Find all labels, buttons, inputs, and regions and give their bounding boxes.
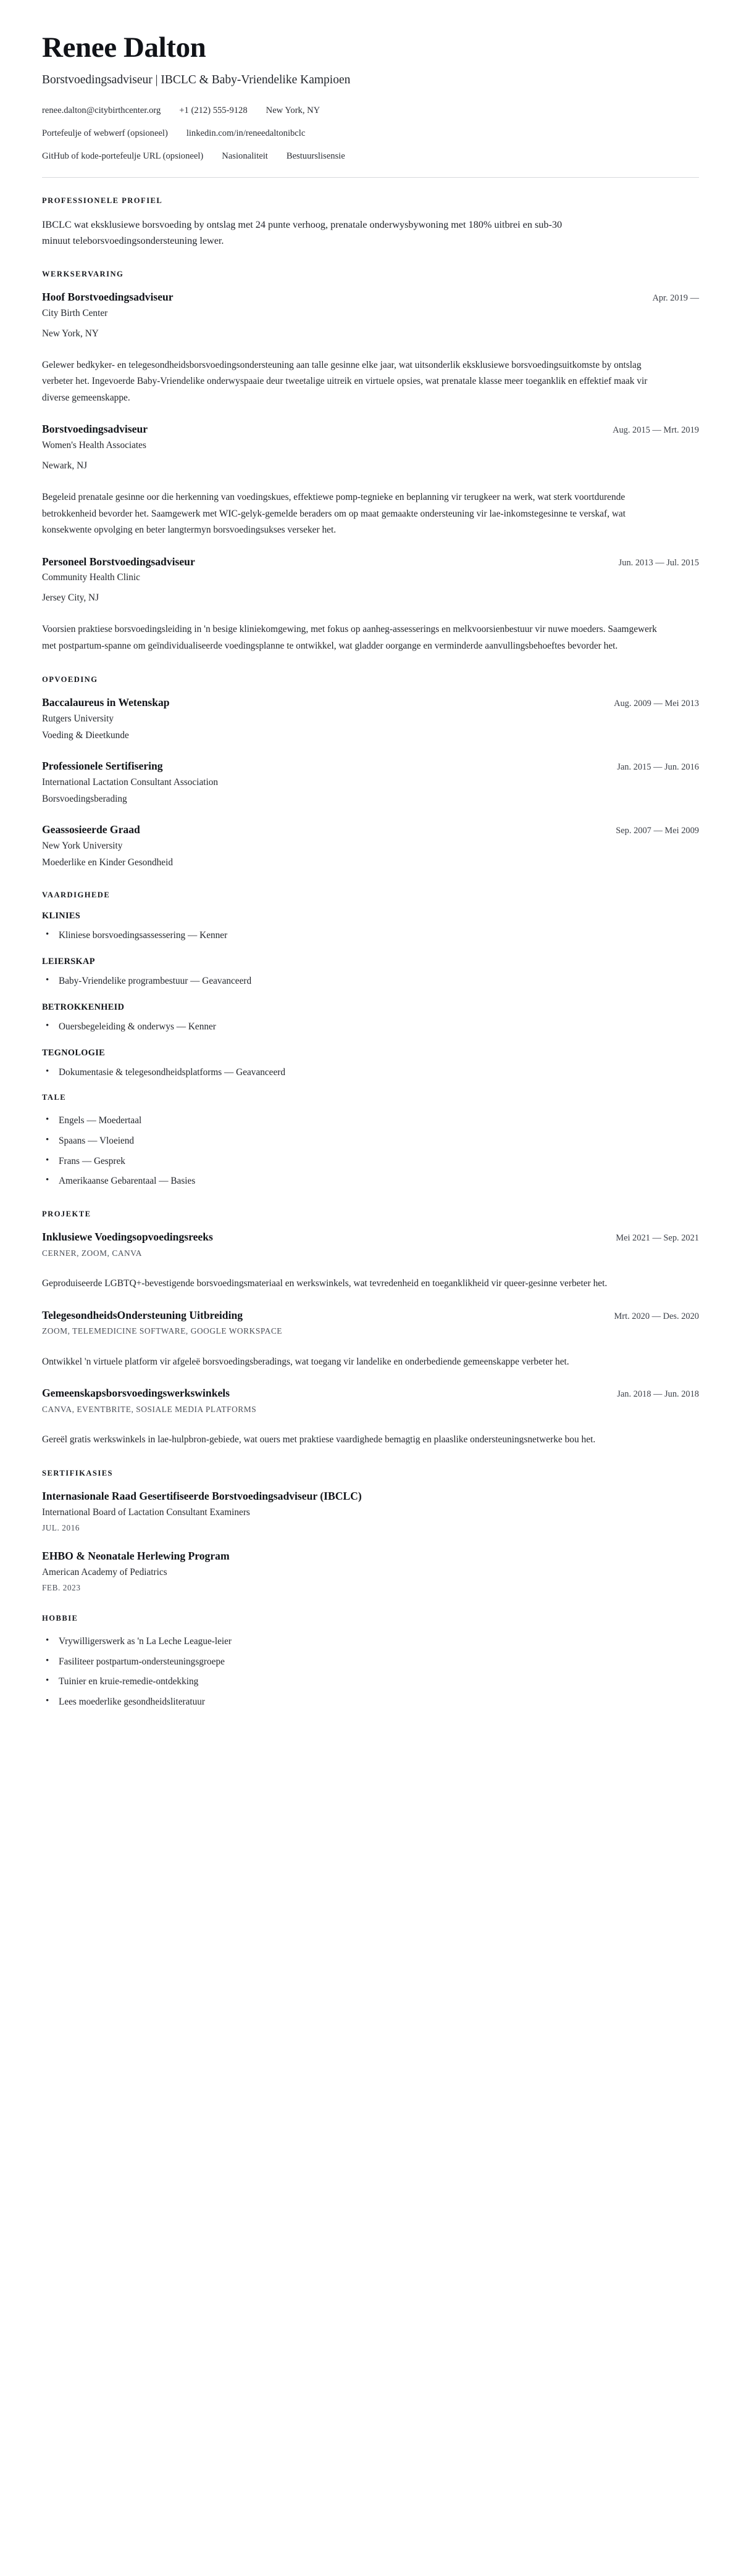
certification-name: EHBO & Neonatale Herlewing Program <box>42 1550 230 1563</box>
header-divider <box>42 177 699 178</box>
section-languages <box>42 1093 699 1189</box>
skill-list <box>42 974 699 989</box>
contact-row-web <box>42 127 699 141</box>
project-tools: ZOOM, TELEMEDICINE SOFTWARE, GOOGLE WORKSPACE <box>42 1326 283 1336</box>
education-entry <box>42 823 699 870</box>
skill-group-leierskap <box>42 957 699 989</box>
skill-list <box>42 1020 699 1034</box>
education-field: Borsvoedingsberading <box>42 793 127 804</box>
hobby-item: • Tuinier en kruie-remedie-ontdekking <box>42 1674 699 1689</box>
project-entry <box>42 1230 699 1292</box>
skill-group-klinies <box>42 911 699 943</box>
section-certifications <box>42 1469 699 1593</box>
certification-name: Internasionale Raad Gesertifiseerde Borstvoedingsadviseur (IBCLC) <box>42 1490 362 1503</box>
experience-date: Apr. 2019 — <box>652 293 699 304</box>
project-tools: CERNER, ZOOM, CANVA <box>42 1248 142 1258</box>
contact-linkedin[interactable]: linkedin.com/in/reneedaltonibclc <box>186 128 306 138</box>
project-date: Jan. 2018 — Jun. 2018 <box>617 1389 699 1400</box>
candidate-headline: Borstvoedingsadviseur | IBCLC & Baby-Vriendelike Kampioen <box>42 73 351 86</box>
section-title-certifications: SERTIFIKASIES <box>42 1469 114 1478</box>
project-description: Ontwikkel 'n virtuele platform vir afgeleë borsvoedingsberadings, wat toegang vir landelike en onderbediende gemeenskappe verbeter het. <box>42 1356 569 1367</box>
certification-issuer: American Academy of Pediatrics <box>42 1567 167 1578</box>
experience-description: Voorsien praktiese borsvoedingsleiding in 'n besige kliniekomgewing, met fokus op aanheg-assesserings en melkvoorsienbestuur vir nuwe moeders. Saamgewerk met postpartum-spanne om geïndividualiseerde voedingsplanne te ontwikkel, wat gladder oorgange en verminderde aanvullingsbehoeftes bevorder het. <box>42 624 657 651</box>
contact-location: New York, NY <box>266 106 320 116</box>
experience-entry <box>42 290 699 406</box>
skill-group-betrokkenheid <box>42 1002 699 1034</box>
experience-role: Personeel Borstvoedingsadviseur <box>42 555 195 568</box>
contact-row-primary <box>42 104 699 118</box>
certification-date: JUL. 2016 <box>42 1523 80 1533</box>
certification-issuer: International Board of Lactation Consultant Examiners <box>42 1507 250 1518</box>
experience-role: Hoof Borstvoedingsadviseur <box>42 291 174 304</box>
experience-role: Borstvoedingsadviseur <box>42 423 148 436</box>
section-hobbies <box>42 1614 699 1710</box>
project-name: Gemeenskapsborsvoedingswerkswinkels <box>42 1387 230 1400</box>
certification-date: FEB. 2023 <box>42 1583 81 1593</box>
education-entry <box>42 759 699 807</box>
project-description: Geproduiseerde LGBTQ+-bevestigende borsvoedingsmateriaal en werkswinkels, wat tevredenheid en toeganklikheid vir queer-gesinne verbeter het. <box>42 1278 608 1289</box>
contact-portfolio[interactable]: Portefeulje of webwerf (opsioneel) <box>42 128 168 138</box>
skill-item: • Kliniese borsvoedingsassessering — Kenner <box>42 928 699 943</box>
skill-group-label: TEGNOLOGIE <box>42 1047 106 1058</box>
contact-driving-license: Bestuurslisensie <box>286 151 345 161</box>
skill-group-label: BETROKKENHEID <box>42 1002 125 1012</box>
education-entry <box>42 696 699 743</box>
project-description: Gereël gratis werkswinkels in lae-hulpbron-gebiede, wat ouers met praktiese vaardighede bemagtig en plaaslike ondersteuningsnetwerke bou het. <box>42 1434 596 1445</box>
education-entry-head <box>42 696 699 710</box>
language-item: • Spaans — Vloeiend <box>42 1134 699 1149</box>
hobby-item: • Vrywilligerswerk as 'n La Leche League-leier <box>42 1634 699 1649</box>
education-school: Rutgers University <box>42 713 114 725</box>
section-title-skills: VAARDIGHEDE <box>42 891 111 900</box>
section-title-experience: WERKSERVARING <box>42 270 124 279</box>
skill-group-label: KLINIES <box>42 911 81 921</box>
project-date: Mrt. 2020 — Des. 2020 <box>614 1311 699 1321</box>
section-experience <box>42 270 699 654</box>
education-field: Voeding & Dieetkunde <box>42 730 129 741</box>
education-degree: Professionele Sertifisering <box>42 760 163 773</box>
experience-location: New York, NY <box>42 328 99 339</box>
experience-company: Community Health Clinic <box>42 572 140 583</box>
contact-row-extra <box>42 150 699 164</box>
profile-summary-text: IBCLC wat eksklusiewe borsvoeding by ontslag met 24 punte verhoog, prenatale onderwysbywoning met 180% uitbrei en sub-30 minuut teleborsvoedingsondersteuning lewer. <box>42 218 563 246</box>
education-date: Aug. 2009 — Mei 2013 <box>614 699 699 709</box>
resume-header <box>42 32 699 164</box>
contact-email[interactable]: renee.dalton@citybirthcenter.org <box>42 106 161 116</box>
section-title-education: OPVOEDING <box>42 675 98 684</box>
project-tools: CANVA, EVENTBRITE, SOSIALE MEDIA PLATFORMS <box>42 1404 257 1414</box>
experience-entry <box>42 422 699 538</box>
contact-nationality: Nasionaliteit <box>222 151 268 161</box>
experience-entry-head <box>42 290 699 304</box>
section-title-projects: PROJEKTE <box>42 1210 91 1219</box>
education-entry-head <box>42 823 699 837</box>
experience-location: Jersey City, NJ <box>42 592 99 604</box>
experience-date: Jun. 2013 — Jul. 2015 <box>618 557 699 568</box>
experience-entry <box>42 555 699 655</box>
project-entry-head <box>42 1386 699 1400</box>
education-degree: Baccalaureus in Wetenskap <box>42 696 170 709</box>
project-entry-head <box>42 1230 699 1244</box>
project-date: Mei 2021 — Sep. 2021 <box>616 1233 699 1244</box>
experience-location: Newark, NJ <box>42 460 88 472</box>
skill-group-label: LEIERSKAP <box>42 957 95 967</box>
project-name: TelegesondheidsOndersteuning Uitbreiding <box>42 1308 243 1321</box>
education-date: Jan. 2015 — Jun. 2016 <box>617 762 699 773</box>
skill-item: • Dokumentasie & telegesondheidsplatforms — Geavanceerd <box>42 1065 699 1080</box>
experience-company: Women's Health Associates <box>42 440 146 451</box>
language-item: • Engels — Moedertaal <box>42 1113 699 1128</box>
section-profile <box>42 196 699 249</box>
hobby-item: • Lees moederlike gesondheidsliteratuur <box>42 1695 699 1710</box>
section-title-profile: PROFESSIONELE PROFIEL <box>42 196 163 205</box>
education-entry-head <box>42 759 699 773</box>
experience-date: Aug. 2015 — Mrt. 2019 <box>613 425 699 436</box>
experience-entry-head <box>42 555 699 569</box>
language-list <box>42 1113 699 1189</box>
experience-company: City Birth Center <box>42 308 108 319</box>
experience-description: Begeleid prenatale gesinne oor die herkenning van voedingskues, effektiewe pomp-tegnieke en beplanning vir terugkeer na werk, wat sterk voortdurende betrokkenheid bevorder het. Saamgewerk met WIC-gelyk-gemelde beraders om op maat gemaakte ondersteuning vir lae-inkomstegesinne te verskaf, wat konsekwente opvolging en beter langtermyn borsvoedingsukses verseker het. <box>42 492 626 536</box>
skill-item: • Baby-Vriendelike programbestuur — Geavanceerd <box>42 974 699 989</box>
hobby-list <box>42 1634 699 1710</box>
contact-github[interactable]: GitHub of kode-portefeulje URL (opsioneel) <box>42 151 204 161</box>
section-skills <box>42 891 699 1079</box>
education-degree: Geassosieerde Graad <box>42 823 140 836</box>
skill-group-tegnologie <box>42 1048 699 1080</box>
skill-item: • Ouersbegeleiding & onderwys — Kenner <box>42 1020 699 1034</box>
project-entry <box>42 1308 699 1370</box>
project-name: Inklusiewe Voedingsopvoedingsreeks <box>42 1231 213 1244</box>
language-item: • Amerikaanse Gebarentaal — Basies <box>42 1174 699 1189</box>
certification-entry <box>42 1549 699 1593</box>
experience-description: Gelewer bedkyker- en telegesondheidsborsvoedingsondersteuning aan talle gesinne elke jaar, wat uitsonderlik eksklusiewe borsvoedingsuitkomste by ontslag verbeter het. Ingevoerde Baby-Vriendelike onderwyspaaie deur tweetalige uitreik en virtuele opsies, wat prenatale klasse meer toeganklik en effektief maak vir diverse gemeenskappe. <box>42 359 648 403</box>
hobby-item: • Fasiliteer postpartum-ondersteuningsgroepe <box>42 1655 699 1669</box>
candidate-name: Renee Dalton <box>42 31 206 64</box>
section-title-languages: TALE <box>42 1093 67 1102</box>
education-school: International Lactation Consultant Association <box>42 776 219 787</box>
project-entry-head <box>42 1308 699 1323</box>
education-school: New York University <box>42 840 123 851</box>
certification-entry <box>42 1489 699 1533</box>
section-education <box>42 675 699 870</box>
skill-list <box>42 928 699 943</box>
language-item: • Frans — Gesprek <box>42 1154 699 1169</box>
project-entry <box>42 1386 699 1448</box>
education-field: Moederlike en Kinder Gesondheid <box>42 857 173 868</box>
skill-list <box>42 1065 699 1080</box>
education-date: Sep. 2007 — Mei 2009 <box>616 825 699 836</box>
experience-entry-head <box>42 422 699 436</box>
section-title-hobbies: HOBBIE <box>42 1614 78 1623</box>
contact-phone[interactable]: +1 (212) 555-9128 <box>179 106 248 116</box>
section-projects <box>42 1210 699 1448</box>
